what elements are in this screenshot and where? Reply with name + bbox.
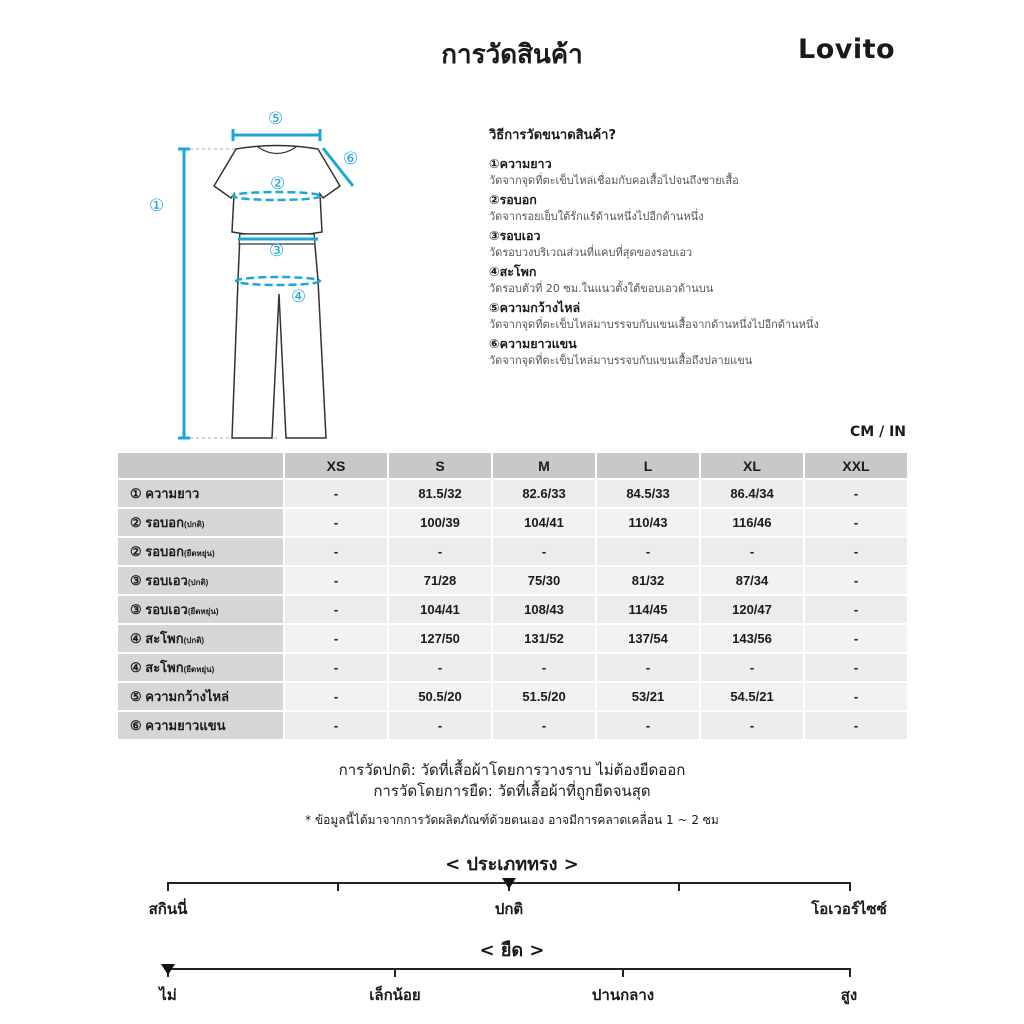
instruction-title: ③รอบเอว [489, 228, 541, 243]
row-label-text: ② รอบอก [130, 544, 184, 559]
table-cell: - [493, 712, 595, 739]
table-cell: 104/41 [389, 596, 491, 623]
scale-tick [678, 882, 680, 891]
marker-shoulder: ⑤ [268, 109, 284, 129]
fit-scale-title: < ประเภททรง > [445, 854, 579, 875]
size-header: XL [701, 453, 803, 478]
instruction-shoulder [489, 299, 909, 332]
table-cell: - [285, 683, 387, 710]
garment-figure [140, 104, 380, 449]
table-cell: 110/43 [597, 509, 699, 536]
table-cell: - [597, 654, 699, 681]
measurement-instructions [489, 124, 909, 371]
table-cell: 53/21 [597, 683, 699, 710]
marker-length: ① [149, 196, 165, 216]
table-row [118, 567, 907, 594]
stretch-scale-title: < ยืด > [479, 940, 545, 961]
table-cell: - [285, 596, 387, 623]
table-cell: 51.5/20 [493, 683, 595, 710]
table-row [118, 654, 907, 681]
table-cell: - [701, 654, 803, 681]
table-cell: - [805, 538, 907, 565]
instruction-desc: วัดจากรอยเย็บใต้รักแร้ด้านหนึ่งไปอีกด้านหนึ่ง [489, 210, 704, 223]
measurement-notes [0, 760, 1024, 802]
brand-logo: Lovito [798, 34, 896, 65]
row-label [118, 712, 283, 739]
table-cell: 104/41 [493, 509, 595, 536]
table-cell: - [285, 509, 387, 536]
table-cell: - [805, 625, 907, 652]
table-cell: 116/46 [701, 509, 803, 536]
table-cell: 114/45 [597, 596, 699, 623]
table-cell: 143/56 [701, 625, 803, 652]
table-cell: - [389, 712, 491, 739]
table-cell: 86.4/34 [701, 480, 803, 507]
scale-tick [849, 882, 851, 891]
fit-scale [167, 882, 851, 896]
table-cell: - [805, 683, 907, 710]
instruction-title: ①ความยาว [489, 156, 552, 171]
table-cell: 81.5/32 [389, 480, 491, 507]
table-cell: - [805, 596, 907, 623]
instruction-hip [489, 263, 909, 296]
table-cell: - [805, 654, 907, 681]
row-label-text: ② รอบอก [130, 515, 184, 530]
instruction-desc: วัดจากจุดที่ตะเข็บไหล่เชื่อมกับคอเสื้อไปจนถึงชายเสื้อ [489, 174, 739, 187]
size-header: XS [285, 453, 387, 478]
table-cell: 131/52 [493, 625, 595, 652]
table-cell: 50.5/20 [389, 683, 491, 710]
instruction-title: ②รอบอก [489, 192, 537, 207]
table-row [118, 509, 907, 536]
row-label-qualifier: (ยืดหยุ่น) [183, 665, 215, 674]
row-label [118, 480, 283, 507]
table-row [118, 625, 907, 652]
row-label [118, 654, 283, 681]
marker-waist: ③ [269, 241, 285, 261]
row-label-qualifier: (ปกติ) [183, 636, 205, 645]
table-cell: 120/47 [701, 596, 803, 623]
fit-label-oversized: โอเวอร์ไซซ์ [811, 900, 887, 918]
table-cell: 75/30 [493, 567, 595, 594]
table-cell: 100/39 [389, 509, 491, 536]
size-header: XXL [805, 453, 907, 478]
table-cell: - [389, 654, 491, 681]
note-stretched: การวัดโดยการยืด: วัดที่เสื้อผ้าที่ถูกยืดจนสุด [373, 782, 651, 800]
table-cell: - [701, 712, 803, 739]
row-label-text: ④ สะโพก [130, 660, 184, 675]
row-label-text: ① ความยาว [130, 486, 200, 501]
table-cell: - [493, 538, 595, 565]
table-cell: 84.5/33 [597, 480, 699, 507]
instruction-desc: วัดรอบตัวที่ 20 ซม.ในแนวตั้งใต้ขอบเอวด้านบน [489, 282, 714, 295]
table-cell: - [285, 480, 387, 507]
fit-selected-marker [502, 878, 516, 889]
size-table [116, 451, 909, 741]
table-cell: - [285, 538, 387, 565]
table-corner [118, 453, 283, 478]
table-cell: 87/34 [701, 567, 803, 594]
table-header-row [118, 453, 907, 478]
table-cell: - [597, 538, 699, 565]
table-cell: - [805, 509, 907, 536]
scale-tick [394, 968, 396, 977]
stretch-scale [167, 968, 851, 982]
table-cell: - [285, 625, 387, 652]
row-label [118, 596, 283, 623]
scale-tick [167, 882, 169, 891]
table-row [118, 683, 907, 710]
marker-sleeve: ⑥ [343, 149, 359, 169]
table-cell: 108/43 [493, 596, 595, 623]
row-label-qualifier: (ยืดหยุ่น) [184, 549, 215, 558]
table-cell: - [285, 654, 387, 681]
fit-label-regular: ปกติ [494, 900, 524, 918]
fit-label-skinny: สกินนี่ [148, 900, 188, 918]
table-cell: 54.5/21 [701, 683, 803, 710]
instruction-desc: วัดจากจุดที่ตะเข็บไหล่มาบรรจบกับแขนเสื้อจากด้านหนึ่งไปอีกด้านหนึ่ง [489, 318, 819, 331]
row-label [118, 683, 283, 710]
size-header: M [493, 453, 595, 478]
stretch-label-medium: ปานกลาง [591, 986, 655, 1004]
scale-tick [622, 968, 624, 977]
row-label-text: ③ รอบเอว [130, 602, 188, 617]
table-cell: - [285, 712, 387, 739]
row-label-qualifier: (ปกติ) [187, 578, 209, 587]
table-cell: - [805, 480, 907, 507]
row-label-text: ③ รอบเอว [130, 573, 188, 588]
disclaimer: * ข้อมูลนี้ได้มาจากการวัดผลิตภัณฑ์ด้วยตนเอง อาจมีการคลาดเคลื่อน 1 ~ 2 ซม [305, 813, 719, 827]
table-cell: 81/32 [597, 567, 699, 594]
instruction-bust [489, 191, 909, 224]
stretch-label-none: ไม่ [159, 986, 177, 1004]
table-row [118, 596, 907, 623]
stretch-label-high: สูง [840, 986, 858, 1004]
table-cell: 71/28 [389, 567, 491, 594]
instruction-length [489, 155, 909, 188]
instruction-waist [489, 227, 909, 260]
row-label [118, 538, 283, 565]
stretch-selected-marker [161, 964, 175, 975]
instruction-title: ⑤ความกว้างไหล่ [489, 300, 581, 315]
row-label-text: ⑥ ความยาวแขน [130, 718, 226, 733]
instructions-heading: วิธีการวัดขนาดสินค้า? [489, 128, 617, 143]
row-label-qualifier: (ยืดหยุ่น) [187, 607, 219, 616]
row-label [118, 567, 283, 594]
row-label-qualifier: (ปกติ) [184, 520, 205, 529]
table-cell: - [597, 712, 699, 739]
scale-tick [337, 882, 339, 891]
table-row [118, 480, 907, 507]
scale-line [167, 968, 851, 970]
table-cell: 137/54 [597, 625, 699, 652]
table-row [118, 712, 907, 739]
table-cell: - [701, 538, 803, 565]
table-cell: - [285, 567, 387, 594]
size-header: L [597, 453, 699, 478]
instruction-title: ⑥ความยาวแขน [489, 336, 577, 351]
marker-bust: ② [270, 174, 286, 194]
table-cell: - [805, 567, 907, 594]
row-label [118, 625, 283, 652]
stretch-label-slight: เล็กน้อย [369, 986, 421, 1004]
scale-tick [849, 968, 851, 977]
table-cell: - [389, 538, 491, 565]
row-label [118, 509, 283, 536]
instruction-sleeve [489, 335, 909, 368]
marker-hip: ④ [291, 287, 307, 307]
page-title: การวัดสินค้า [441, 40, 583, 70]
note-normal: การวัดปกติ: วัดที่เสื้อผ้าโดยการวางราบ ไม่ต้องยืดออก [338, 761, 686, 779]
size-header: S [389, 453, 491, 478]
unit-label: CM / IN [850, 424, 906, 440]
table-cell: 82.6/33 [493, 480, 595, 507]
row-label-text: ④ สะโพก [130, 631, 184, 646]
table-row [118, 538, 907, 565]
table-cell: - [493, 654, 595, 681]
instruction-title: ④สะโพก [489, 264, 537, 279]
instruction-desc: วัดรอบวงบริเวณส่วนที่แคบที่สุดของรอบเอว [489, 246, 693, 259]
instruction-desc: วัดจากจุดที่ตะเข็บไหล่มาบรรจบกับแขนเสื้อถึงปลายแขน [489, 354, 753, 367]
table-cell: 127/50 [389, 625, 491, 652]
table-cell: - [805, 712, 907, 739]
row-label-text: ⑤ ความกว้างไหล่ [130, 689, 230, 704]
